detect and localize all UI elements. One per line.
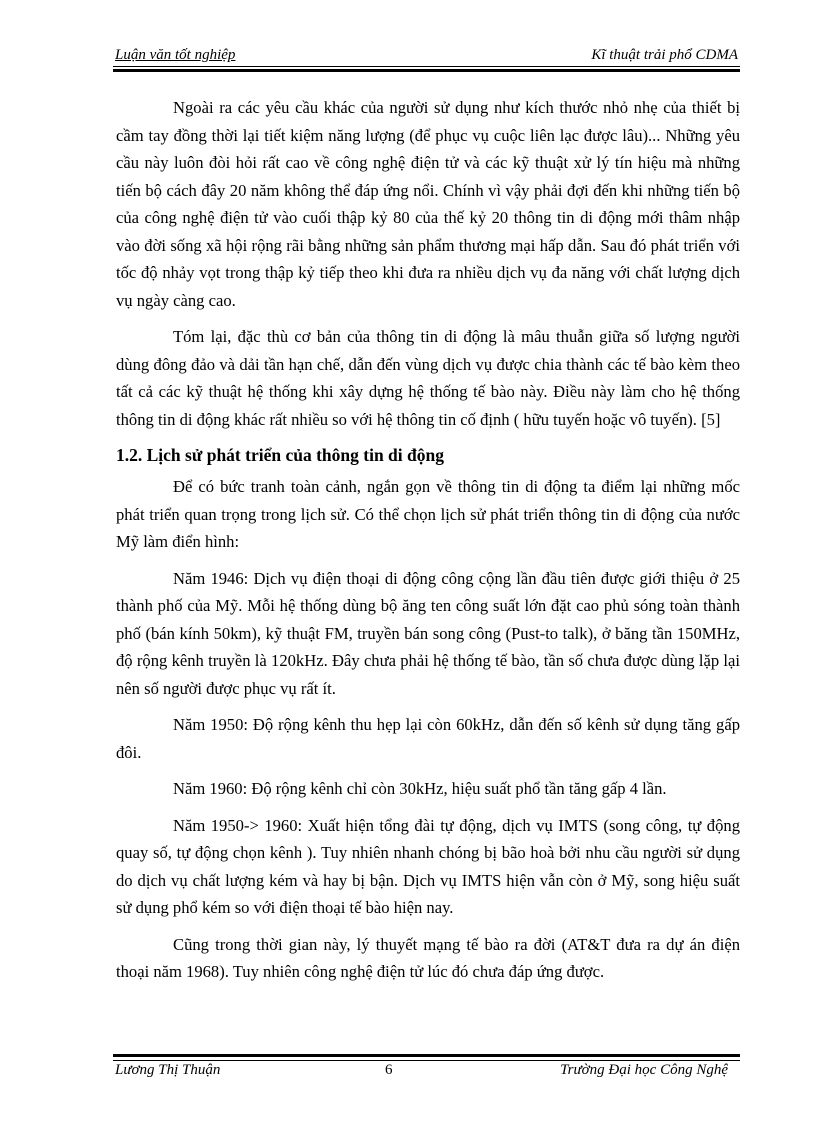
- paragraph-year-1960: Năm 1960: Độ rộng kênh chỉ còn 30kHz, hiệu suất phổ tần tăng gấp 4 lần.: [173, 779, 667, 798]
- header-thesis-label: Luận văn tốt nghiệp: [115, 47, 236, 63]
- paragraph-history-intro: Để có bức tranh toàn cảnh, ngắn gọn về thông tin di động ta điểm lại những mốc phát triển quan trọng trong lịch sử. Có thể chọn lịch sử phát triển thông tin di động của nước Mỹ làm điển hình:: [116, 477, 740, 551]
- header-rule-thin: [113, 66, 740, 67]
- section-heading: 1.2. Lịch sử phát triển của thông tin di động: [116, 445, 444, 465]
- paragraph-year-1946: Năm 1946: Dịch vụ điện thoại di động công cộng lần đầu tiên được giới thiệu ở 25 thành phố của Mỹ. Mỗi hệ thống dùng bộ ăng ten công suất lớn đặt cao phủ sóng toàn thành phố (bán kính 50km), kỹ thuật FM, truyền bán song công (Pust-to talk), ở băng tần 150MHz, độ rộng kênh truyền là 120kHz. Đây chưa phải hệ thống tế bào, tần số chưa được dùng lặp lại nên số người được phục vụ rất ít.: [116, 568, 740, 698]
- paragraph-cellular-theory: Cũng trong thời gian này, lý thuyết mạng tế bào ra đời (AT&T đưa ra dự án điện thoại năm 1968). Tuy nhiên công nghệ điện tử lúc đó chưa đáp ứng được.: [116, 934, 740, 981]
- paragraph-user-requirements: Ngoài ra các yêu cầu khác của người sử dụng như kích thước nhỏ nhẹ của thiết bị cầm tay đồng thời lại tiết kiệm năng lượng (để phục vụ cuộc liên lạc được lâu)... Những yêu cầu này luôn đòi hỏi rất cao về công nghệ điện tử và các kỹ thuật xử lý tín hiệu mà những tiến bộ cách đây 20 năm không thể đáp ứng nổi. Chính vì vậy phải đợi đến khi những tiến bộ của công nghệ điện tử vào cuối thập kỷ 80 của thế kỷ 20 thông tin di động mới thâm nhập vào đời sống xã hội rộng rãi bằng những sản phẩm thương mại hấp dẫn. Sau đó phát triển với tốc độ nhảy vọt trong thập kỷ tiếp theo khi đưa ra nhiều dịch vụ đa năng với chất lượng dịch vụ ngày càng cao.: [116, 98, 740, 310]
- header-rule-thick: [113, 69, 740, 72]
- header-topic-label: Kĩ thuật trải phổ CDMA: [591, 47, 738, 63]
- page-footer: [113, 1062, 740, 1082]
- paragraph-year-1950: Năm 1950: Độ rộng kênh thu hẹp lại còn 60kHz, dẫn đến số kênh sử dụng tăng gấp đôi.: [116, 715, 740, 762]
- paragraph-1950-1960: Năm 1950-> 1960: Xuất hiện tổng đài tự động, dịch vụ IMTS (song công, tự động quay số, tự động chọn kênh ). Tuy nhiên nhanh chóng bị bão hoà bởi nhu cầu người sử dụng do dịch vụ chất lượng kém và hay bị bận. Dịch vụ IMTS hiện vẫn còn ở Mỹ, song hiệu suất sử dụng phổ kém so với điện thoại tế bào hiện nay.: [116, 815, 740, 917]
- footer-rule-thin: [113, 1060, 740, 1061]
- footer-rule-thick: [113, 1054, 740, 1057]
- page-header: [113, 47, 740, 67]
- page-number: 6: [385, 1062, 393, 1078]
- footer-author: Lương Thị Thuận: [115, 1062, 221, 1078]
- footer-university: Trường Đại học Công Nghệ: [560, 1062, 728, 1078]
- paragraph-summary: Tóm lại, đặc thù cơ bản của thông tin di động là mâu thuẫn giữa số lượng người dùng đông đảo và dải tần hạn chế, dẫn đến vùng dịch vụ được chia thành các tế bào kèm theo tất cả các kỹ thuật hệ thống khi xây dựng hệ thống tế bào này. Điều này làm cho hệ thống thông tin di động khác rất nhiều so với hệ thông tin cố định ( hữu tuyến hoặc vô tuyến). [5]: [116, 327, 740, 429]
- page-body: [116, 94, 740, 995]
